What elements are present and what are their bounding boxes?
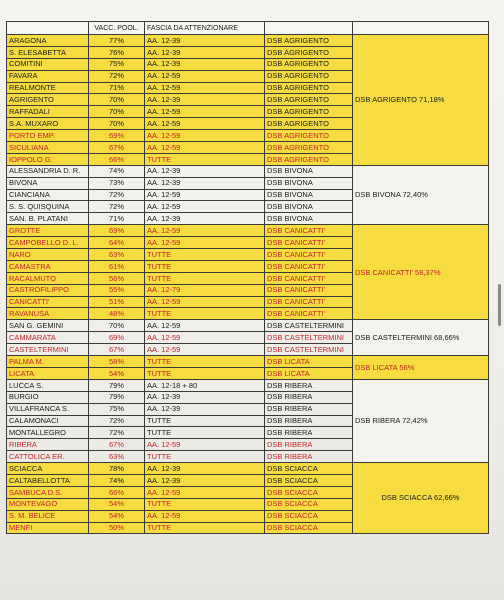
vacc-pool-cell: 56% bbox=[89, 272, 145, 284]
fascia-cell: AA. 12-39 bbox=[145, 474, 265, 486]
vacc-pool-cell: 67% bbox=[89, 344, 145, 356]
header-summary bbox=[353, 22, 489, 35]
dsb-cell: DSB RIBERA bbox=[265, 427, 353, 439]
comune-cell: BURGIO bbox=[7, 391, 89, 403]
dsb-cell: DSB CANICATTI' bbox=[265, 225, 353, 237]
vacc-pool-cell: 70% bbox=[89, 94, 145, 106]
dsb-cell: DSB SCIACCA bbox=[265, 510, 353, 522]
vacc-pool-cell: 72% bbox=[89, 189, 145, 201]
summary-label: DSB BIVONA 72,40% bbox=[355, 190, 428, 200]
fascia-cell: TUTTE bbox=[145, 522, 265, 534]
vacc-pool-cell: 51% bbox=[89, 296, 145, 308]
comune-cell: ARAGONA bbox=[7, 35, 89, 47]
comune-cell: SAMBUCA D.S. bbox=[7, 486, 89, 498]
dsb-cell: DSB AGRIGENTO bbox=[265, 58, 353, 70]
dsb-cell: DSB CASTELTERMINI bbox=[265, 320, 353, 332]
vacc-pool-cell: 73% bbox=[89, 177, 145, 189]
comune-cell: CALTABELLOTTA bbox=[7, 474, 89, 486]
dsb-cell: DSB CASTELTERMINI bbox=[265, 344, 353, 356]
table-row bbox=[7, 379, 489, 391]
fascia-cell: AA. 12-59 bbox=[145, 201, 265, 213]
fascia-cell: TUTTE bbox=[145, 415, 265, 427]
fascia-cell: AA. 12-39 bbox=[145, 463, 265, 475]
fascia-cell: TUTTE bbox=[145, 356, 265, 368]
header-comune bbox=[7, 22, 89, 35]
comune-cell: IOPPOLO G. bbox=[7, 153, 89, 165]
summary-label: DSB AGRIGENTO 71,18% bbox=[355, 95, 445, 105]
vacc-pool-cell: 69% bbox=[89, 130, 145, 142]
fascia-cell: AA. 12-39 bbox=[145, 165, 265, 177]
vacc-pool-cell: 50% bbox=[89, 522, 145, 534]
vacc-pool-cell: 72% bbox=[89, 70, 145, 82]
summary-bivona bbox=[353, 165, 489, 224]
fascia-cell: AA. 12-59 bbox=[145, 237, 265, 249]
header-dsb bbox=[265, 22, 353, 35]
vacc-pool-cell: 67% bbox=[89, 439, 145, 451]
vacc-pool-cell: 66% bbox=[89, 486, 145, 498]
summary-sciacca bbox=[353, 463, 489, 534]
comune-cell: RIBERA bbox=[7, 439, 89, 451]
comune-cell: NARO bbox=[7, 249, 89, 261]
fascia-cell: AA. 12-59 bbox=[145, 510, 265, 522]
dsb-cell: DSB LICATA bbox=[265, 367, 353, 379]
comune-cell: S. ELESABETTA bbox=[7, 46, 89, 58]
dsb-cell: DSB AGRIGENTO bbox=[265, 82, 353, 94]
vacc-pool-cell: 48% bbox=[89, 308, 145, 320]
table-row bbox=[7, 225, 489, 237]
dsb-cell: DSB CANICATTI' bbox=[265, 308, 353, 320]
dsb-cell: DSB AGRIGENTO bbox=[265, 70, 353, 82]
vacc-pool-cell: 75% bbox=[89, 58, 145, 70]
dsb-cell: DSB AGRIGENTO bbox=[265, 46, 353, 58]
fascia-cell: AA. 12-79 bbox=[145, 284, 265, 296]
comune-cell: SICULIANA bbox=[7, 142, 89, 154]
comune-cell: S. M. BELICE bbox=[7, 510, 89, 522]
vacc-pool-cell: 58% bbox=[89, 356, 145, 368]
table-row bbox=[7, 463, 489, 475]
comune-cell: CAMMARATA bbox=[7, 332, 89, 344]
dsb-cell: DSB CANICATTI' bbox=[265, 260, 353, 272]
dsb-cell: DSB BIVONA bbox=[265, 189, 353, 201]
fascia-cell: AA. 12-39 bbox=[145, 391, 265, 403]
dsb-cell: DSB RIBERA bbox=[265, 379, 353, 391]
comune-cell: BIVONA bbox=[7, 177, 89, 189]
fascia-cell: AA. 12-59 bbox=[145, 82, 265, 94]
dsb-cell: DSB BIVONA bbox=[265, 177, 353, 189]
dsb-cell: DSB CANICATTI' bbox=[265, 249, 353, 261]
vacc-pool-cell: 64% bbox=[89, 237, 145, 249]
comune-cell: S. S. QUISQUINA bbox=[7, 201, 89, 213]
vacc-pool-cell: 72% bbox=[89, 201, 145, 213]
fascia-cell: AA. 12-59 bbox=[145, 332, 265, 344]
vacc-pool-cell: 71% bbox=[89, 82, 145, 94]
vacc-pool-cell: 63% bbox=[89, 249, 145, 261]
table-row bbox=[7, 165, 489, 177]
comune-cell: MONTEVAGO bbox=[7, 498, 89, 510]
fascia-cell: TUTTE bbox=[145, 451, 265, 463]
fascia-cell: TUTTE bbox=[145, 427, 265, 439]
table-row bbox=[7, 320, 489, 332]
fascia-cell: TUTTE bbox=[145, 272, 265, 284]
header-vacc-pool: VACC. POOL. bbox=[89, 22, 145, 35]
comune-cell: ALESSANDRIA D. R. bbox=[7, 165, 89, 177]
summary-licata bbox=[353, 356, 489, 380]
vacc-pool-cell: 70% bbox=[89, 118, 145, 130]
fascia-cell: TUTTE bbox=[145, 249, 265, 261]
vacc-pool-cell: 72% bbox=[89, 427, 145, 439]
vacc-pool-cell: 74% bbox=[89, 474, 145, 486]
fascia-cell: AA. 12-59 bbox=[145, 118, 265, 130]
summary-label: DSB CANICATTI' 58,37% bbox=[355, 267, 441, 277]
fascia-cell: AA. 12-59 bbox=[145, 225, 265, 237]
fascia-cell: AA. 12-39 bbox=[145, 213, 265, 225]
fascia-cell: TUTTE bbox=[145, 153, 265, 165]
comune-cell: REALMONTE bbox=[7, 82, 89, 94]
dsb-cell: DSB SCIACCA bbox=[265, 522, 353, 534]
vacc-pool-cell: 61% bbox=[89, 260, 145, 272]
fascia-cell: AA. 12-39 bbox=[145, 35, 265, 47]
dsb-cell: DSB RIBERA bbox=[265, 391, 353, 403]
vacc-pool-cell: 76% bbox=[89, 46, 145, 58]
dsb-cell: DSB AGRIGENTO bbox=[265, 118, 353, 130]
fascia-cell: AA. 12-59 bbox=[145, 70, 265, 82]
comune-cell: RACALMUTO bbox=[7, 272, 89, 284]
fascia-cell: AA. 12-39 bbox=[145, 403, 265, 415]
table-row bbox=[7, 35, 489, 47]
dsb-cell: DSB BIVONA bbox=[265, 165, 353, 177]
comune-cell: PALMA M. bbox=[7, 356, 89, 368]
vaccination-table bbox=[6, 21, 489, 534]
dsb-cell: DSB SCIACCA bbox=[265, 498, 353, 510]
table-row bbox=[7, 356, 489, 368]
fascia-cell: AA. 12-39 bbox=[145, 58, 265, 70]
comune-cell: MENFI bbox=[7, 522, 89, 534]
vacc-pool-cell: 54% bbox=[89, 498, 145, 510]
summary-label: DSB CASTELTERMINI 68,66% bbox=[355, 332, 460, 342]
comune-cell: S.A. MUXARO bbox=[7, 118, 89, 130]
summary-label: DSB LICATA 56% bbox=[355, 362, 415, 372]
fascia-cell: TUTTE bbox=[145, 308, 265, 320]
comune-cell: VILLAFRANCA S. bbox=[7, 403, 89, 415]
summary-label: DSB RIBERA 72,42% bbox=[355, 416, 428, 426]
comune-cell: FAVARA bbox=[7, 70, 89, 82]
summary-agrigento bbox=[353, 35, 489, 166]
vacc-pool-cell: 74% bbox=[89, 165, 145, 177]
vacc-pool-cell: 55% bbox=[89, 284, 145, 296]
fascia-cell: AA. 12-59 bbox=[145, 189, 265, 201]
dsb-cell: DSB SCIACCA bbox=[265, 486, 353, 498]
comune-cell: LICATA bbox=[7, 367, 89, 379]
vacc-pool-cell: 70% bbox=[89, 320, 145, 332]
dsb-cell: DSB AGRIGENTO bbox=[265, 94, 353, 106]
comune-cell: RAFFADALI bbox=[7, 106, 89, 118]
vacc-pool-cell: 79% bbox=[89, 391, 145, 403]
fascia-cell: AA. 12-59 bbox=[145, 486, 265, 498]
vacc-pool-cell: 54% bbox=[89, 367, 145, 379]
scrollbar-thumb[interactable] bbox=[498, 284, 501, 326]
dsb-cell: DSB CANICATTI' bbox=[265, 272, 353, 284]
dsb-cell: DSB BIVONA bbox=[265, 201, 353, 213]
header-fascia: FASCIA DA ATTENZIONARE bbox=[145, 22, 265, 35]
dsb-cell: DSB SCIACCA bbox=[265, 463, 353, 475]
comune-cell: SAN. B. PLATANI bbox=[7, 213, 89, 225]
dsb-cell: DSB RIBERA bbox=[265, 415, 353, 427]
table-body bbox=[7, 35, 489, 534]
dsb-cell: DSB RIBERA bbox=[265, 403, 353, 415]
vacc-pool-cell: 79% bbox=[89, 379, 145, 391]
vacc-pool-cell: 70% bbox=[89, 106, 145, 118]
fascia-cell: AA. 12-18 + 80 bbox=[145, 379, 265, 391]
vacc-pool-cell: 63% bbox=[89, 451, 145, 463]
comune-cell: CIANCIANA bbox=[7, 189, 89, 201]
vacc-pool-cell: 71% bbox=[89, 213, 145, 225]
dsb-cell: DSB AGRIGENTO bbox=[265, 130, 353, 142]
comune-cell: CAMPOBELLO D. L. bbox=[7, 237, 89, 249]
dsb-cell: DSB CASTELTERMINI bbox=[265, 332, 353, 344]
comune-cell: CANICATTI' bbox=[7, 296, 89, 308]
dsb-cell: DSB AGRIGENTO bbox=[265, 142, 353, 154]
fascia-cell: AA. 12-59 bbox=[145, 296, 265, 308]
comune-cell: CASTELTERMINI bbox=[7, 344, 89, 356]
comune-cell: COMITINI bbox=[7, 58, 89, 70]
comune-cell: PORTO EMP. bbox=[7, 130, 89, 142]
fascia-cell: AA. 12-59 bbox=[145, 439, 265, 451]
fascia-cell: AA. 12-59 bbox=[145, 320, 265, 332]
fascia-cell: AA. 12-39 bbox=[145, 177, 265, 189]
summary-canicatti bbox=[353, 225, 489, 320]
header-row bbox=[7, 22, 489, 35]
comune-cell: CALAMONACI bbox=[7, 415, 89, 427]
fascia-cell: AA. 12-59 bbox=[145, 130, 265, 142]
comune-cell: CASTROFILIPPO bbox=[7, 284, 89, 296]
vacc-pool-cell: 66% bbox=[89, 153, 145, 165]
vacc-pool-cell: 67% bbox=[89, 142, 145, 154]
vacc-pool-cell: 75% bbox=[89, 403, 145, 415]
summary-ribera bbox=[353, 379, 489, 462]
dsb-cell: DSB AGRIGENTO bbox=[265, 35, 353, 47]
comune-cell: CATTOLICA ER. bbox=[7, 451, 89, 463]
fascia-cell: AA. 12-59 bbox=[145, 142, 265, 154]
summary-label: DSB SCIACCA 62,66% bbox=[381, 493, 460, 503]
fascia-cell: TUTTE bbox=[145, 367, 265, 379]
comune-cell: AGRIGENTO bbox=[7, 94, 89, 106]
dsb-cell: DSB BIVONA bbox=[265, 213, 353, 225]
comune-cell: GROTTE bbox=[7, 225, 89, 237]
fascia-cell: TUTTE bbox=[145, 260, 265, 272]
comune-cell: SCIACCA bbox=[7, 463, 89, 475]
fascia-cell: AA. 12-59 bbox=[145, 106, 265, 118]
vacc-pool-cell: 69% bbox=[89, 225, 145, 237]
fascia-cell: AA. 12-39 bbox=[145, 94, 265, 106]
fascia-cell: AA. 12-59 bbox=[145, 344, 265, 356]
dsb-cell: DSB CANICATTI' bbox=[265, 284, 353, 296]
vacc-pool-cell: 69% bbox=[89, 332, 145, 344]
vacc-pool-cell: 72% bbox=[89, 415, 145, 427]
fascia-cell: AA. 12-39 bbox=[145, 46, 265, 58]
vacc-pool-cell: 54% bbox=[89, 510, 145, 522]
dsb-cell: DSB AGRIGENTO bbox=[265, 106, 353, 118]
dsb-cell: DSB LICATA bbox=[265, 356, 353, 368]
summary-casteltermini bbox=[353, 320, 489, 356]
comune-cell: CAMASTRA bbox=[7, 260, 89, 272]
vacc-pool-cell: 78% bbox=[89, 463, 145, 475]
comune-cell: MONTALLEGRO bbox=[7, 427, 89, 439]
comune-cell: RAVANUSA bbox=[7, 308, 89, 320]
vacc-pool-cell: 77% bbox=[89, 35, 145, 47]
dsb-cell: DSB RIBERA bbox=[265, 451, 353, 463]
dsb-cell: DSB CANICATTI' bbox=[265, 237, 353, 249]
fascia-cell: TUTTE bbox=[145, 498, 265, 510]
dsb-cell: DSB SCIACCA bbox=[265, 474, 353, 486]
dsb-cell: DSB CANICATTI' bbox=[265, 296, 353, 308]
comune-cell: SAN G. GEMINI bbox=[7, 320, 89, 332]
comune-cell: LUCCA S. bbox=[7, 379, 89, 391]
dsb-cell: DSB AGRIGENTO bbox=[265, 153, 353, 165]
dsb-cell: DSB RIBERA bbox=[265, 439, 353, 451]
